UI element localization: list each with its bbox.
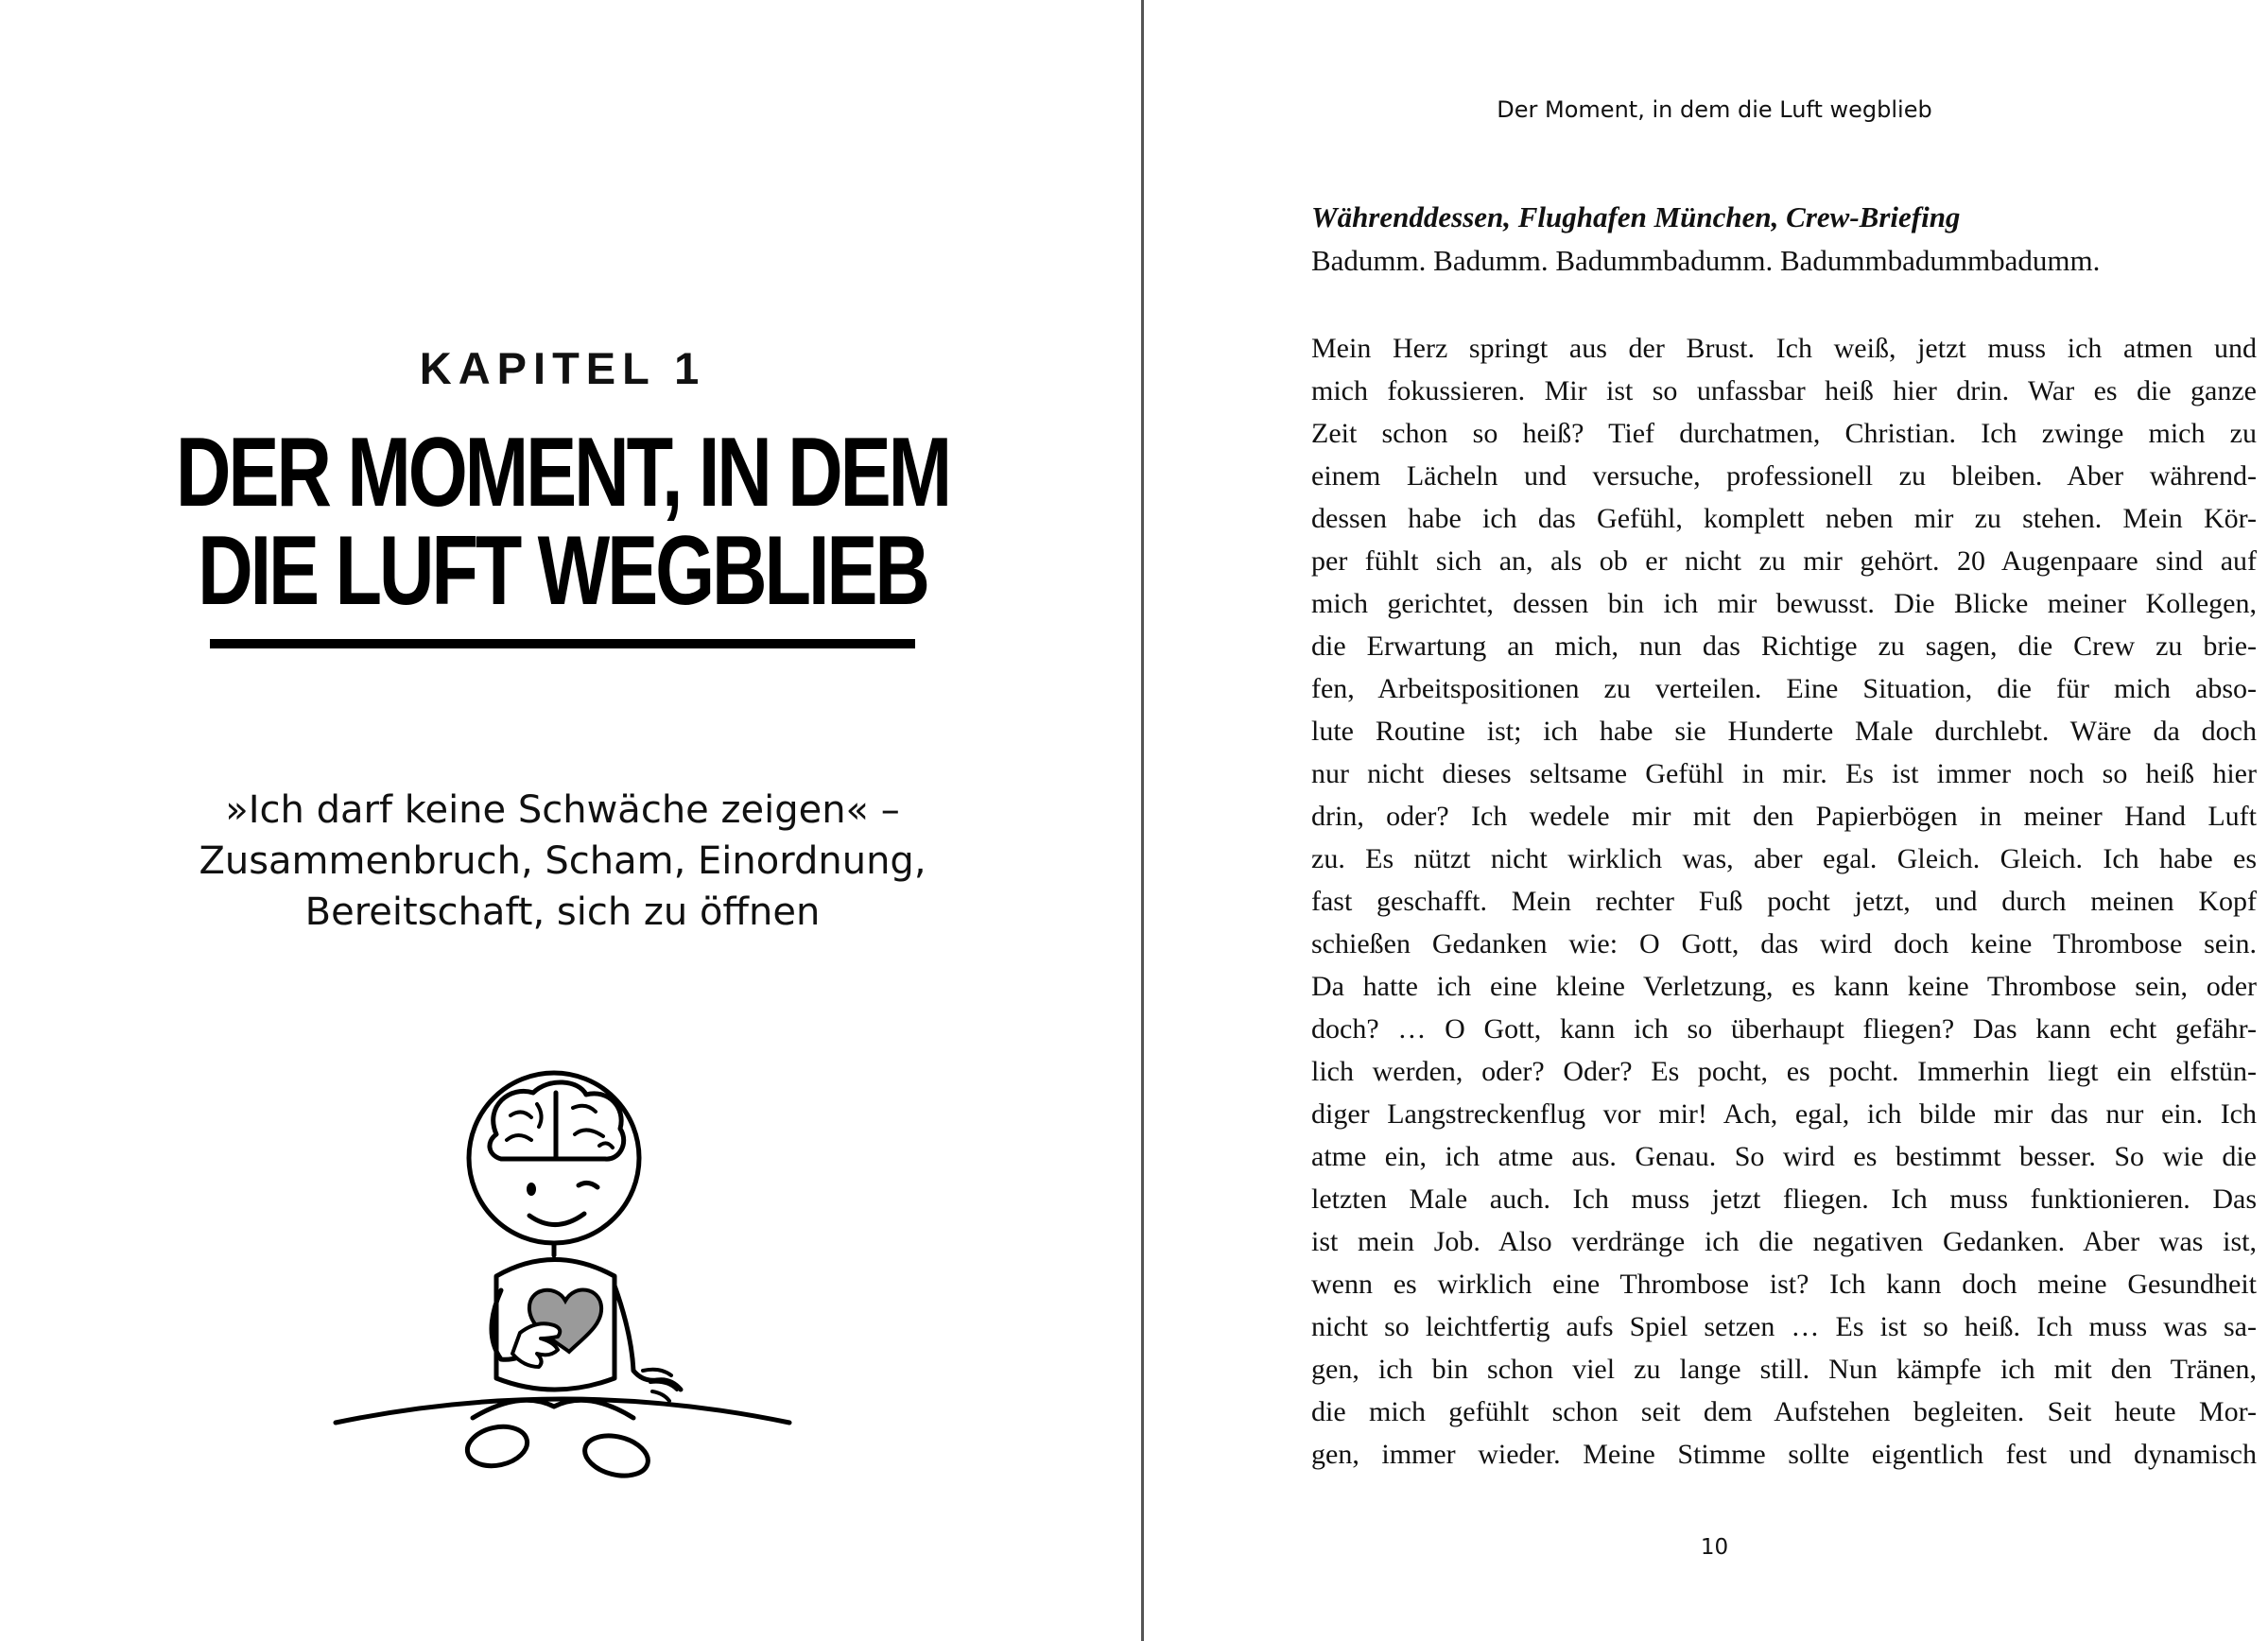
chapter-title-line-2: DIE LUFT WEGBLIEB [198, 516, 927, 626]
chapter-subtitle [57, 785, 1068, 938]
body-line: lute Routine ist; ich habe sie Hunderte Male durchlebt. Wäre da doch [1311, 716, 2257, 747]
page-gutter [1141, 0, 1144, 1641]
heartbeat-line: Badumm. Badumm. Badummbadumm. Badummbadummbadumm. [1311, 244, 2101, 277]
body-line: mich fokussieren. Mir ist so unfassbar heiß hier drin. War es die ganze [1311, 375, 2257, 406]
body-line: nur nicht dieses seltsame Gefühl in mir. Es ist immer noch so heiß hier [1311, 758, 2257, 789]
body-line: zu. Es nützt nicht wirklich was, aber egal. Gleich. Gleich. Ich habe es [1311, 843, 2257, 874]
subtitle-line-3: Bereitschaft, sich zu öffnen [304, 890, 821, 934]
body-line: Zeit schon so heiß? Tief durchatmen, Christian. Ich zwinge mich zu [1311, 418, 2257, 449]
body-line: doch? … O Gott, kann ich so überhaupt fliegen? Das kann echt gefähr- [1311, 1013, 2257, 1045]
body-line: gen, ich bin schon viel zu lange still. Nun kämpfe ich mit den Tränen, [1311, 1354, 2257, 1385]
section-heading: Währenddessen, Flughafen München, Crew-Briefing [1311, 200, 1961, 233]
body-line: nicht so leichtfertig aufs Spiel setzen … Es ist so heiß. Ich muss was sa- [1311, 1311, 2257, 1342]
body-text [1311, 327, 2257, 1476]
body-line: wenn es wirklich eine Thrombose ist? Ich kann doch meine Gesundheit [1311, 1269, 2257, 1300]
body-line: letzten Male auch. Ich muss jetzt fliegen. Ich muss funktionieren. Das [1311, 1183, 2257, 1215]
body-line: fast geschafft. Mein rechter Fuß pocht jetzt, und durch meinen Kopf [1311, 886, 2257, 917]
body-line: dessen habe ich das Gefühl, komplett neben mir zu stehen. Mein Kör- [1311, 503, 2257, 534]
body-line: die Erwartung an mich, nun das Richtige zu sagen, die Crew zu brie- [1311, 630, 2257, 662]
meditating-figure-icon [331, 1049, 794, 1494]
page-number: 10 [1700, 1535, 1729, 1560]
body-line: fen, Arbeitspositionen zu verteilen. Eine Situation, die für mich abso- [1311, 673, 2257, 704]
chapter-label: KAPITEL 1 [419, 343, 706, 393]
body-line: schießen Gedanken wie: O Gott, das wird doch keine Thrombose sein. [1311, 928, 2257, 959]
body-line: lich werden, oder? Oder? Es pocht, es pocht. Immerhin liegt ein elfstün- [1311, 1056, 2257, 1087]
body-line: drin, oder? Ich wedele mir mit den Papierbögen in meiner Hand Luft [1311, 801, 2257, 832]
running-head: Der Moment, in dem die Luft wegblieb [1497, 96, 1932, 123]
body-line: Mein Herz springt aus der Brust. Ich weiß, jetzt muss ich atmen und [1311, 333, 2257, 364]
body-line: einem Lächeln und versuche, professionell zu bleiben. Aber während- [1311, 460, 2257, 492]
body-line: atme ein, ich atme aus. Genau. So wird es bestimmt besser. So wie die [1311, 1141, 2257, 1172]
subtitle-line-1: »Ich darf keine Schwäche zeigen« – [225, 788, 900, 832]
chapter-title [124, 418, 1001, 626]
body-line: die mich gefühlt schon seit dem Aufstehen begleiten. Seit heute Mor- [1311, 1396, 2257, 1427]
subtitle-line-2: Zusammenbruch, Scham, Einordnung, [199, 839, 926, 883]
right-page [1145, 0, 2268, 1641]
body-line: gen, immer wieder. Meine Stimme sollte eigentlich fest und dynamisch [1311, 1439, 2257, 1470]
body-line: ist mein Job. Also verdränge ich die negativen Gedanken. Aber was ist, [1311, 1226, 2257, 1257]
body-line: diger Langstreckenflug vor mir! Ach, egal, ich bilde mir das nur ein. Ich [1311, 1098, 2257, 1130]
body-line: mich gerichtet, dessen bin ich mir bewusst. Die Blicke meiner Kollegen, [1311, 588, 2257, 619]
body-line: per fühlt sich an, als ob er nicht zu mir gehört. 20 Augenpaare sind auf [1311, 545, 2257, 577]
chapter-title-line-1: DER MOMENT, IN DEM [175, 418, 950, 527]
body-line: Da hatte ich eine kleine Verletzung, es kann keine Thrombose sein, oder [1311, 971, 2257, 1002]
title-underline [210, 639, 915, 648]
